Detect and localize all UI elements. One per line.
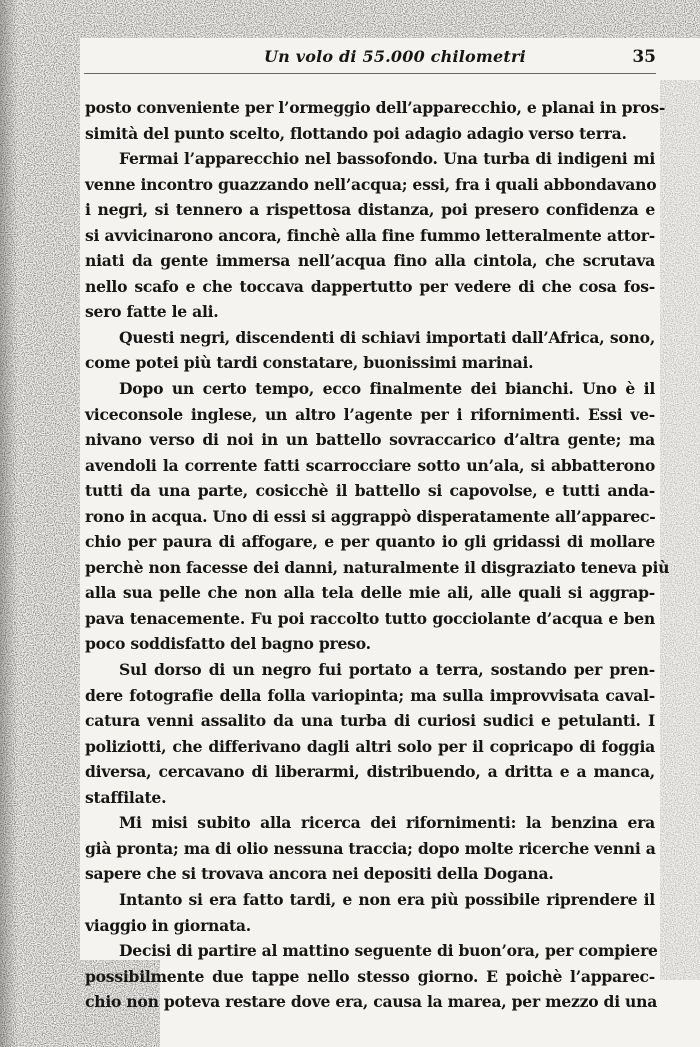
text-line: poco soddisfatto del bagno preso. [85, 634, 371, 654]
text-line: tutti da una parte, cosicchè il battello si capovolse, e tutti anda- [85, 481, 655, 501]
text-line: sero fatte le ali. [85, 302, 219, 322]
text-line: viceconsole inglese, un altro l’agente per i rifornimenti. Essi ve- [85, 404, 655, 424]
running-header [84, 47, 656, 71]
text-line: Sul dorso di un negro fui portato a terra, sostando per pren- [119, 660, 655, 680]
text-line: Questi negri, discendenti di schiavi importati dall’Africa, sono, [119, 327, 655, 347]
text-line: posto conveniente per l’ormeggio dell’apparecchio, e planai in pros- [85, 98, 666, 117]
text-line: Mi misi subito alla ricerca dei rifornimenti: la benzina era [119, 813, 655, 833]
text-line: si avvicinarono ancora, finchè alla fine fummo letteralmente attor- [85, 225, 655, 245]
running-title: Un volo di 55.000 chilometri [264, 47, 526, 66]
text-line: sapere che si trovava ancora nei depositi della Dogana. [85, 864, 554, 884]
text-line: poliziotti, che differivano dagli altri solo per il copricapo di foggia [85, 736, 655, 756]
text-line: possibilmente due tappe nello stesso giorno. E poichè l’apparec- [85, 966, 655, 986]
text-line: i negri, si tennero a rispettosa distanza, poi presero confidenza e [85, 200, 655, 220]
text-line: Fermai l’apparecchio nel bassofondo. Una turba di indigeni mi [119, 149, 655, 169]
header-rule [84, 73, 656, 74]
text-line: rono in acqua. Uno di essi si aggrappò disperatamente all’apparec- [85, 506, 656, 526]
text-line: Intanto si era fatto tardi, e non era più possibile riprendere il [119, 889, 655, 909]
text-line: già pronta; ma di olio nessuna traccia; dopo molte ricerche venni a [85, 838, 656, 858]
body-text [85, 95, 670, 1015]
text-line: simità del punto scelto, flottando poi adagio adagio verso terra. [85, 123, 627, 143]
text-line: Dopo un certo tempo, ecco finalmente dei bianchi. Uno è il [119, 379, 655, 399]
text-line: alla sua pelle che non alla tela delle mie ali, alle quali si aggrap- [85, 583, 655, 603]
text-line: come potei più tardi constatare, buonissimi marinai. [85, 353, 534, 373]
text-line: chio per paura di affogare, e per quanto io gli gridassi di mollare [85, 532, 655, 552]
text-line: perchè non facesse dei danni, naturalmente il disgraziato teneva più [85, 557, 670, 577]
text-line: pava tenacemente. Fu poi raccolto tutto gocciolante d’acqua e ben [85, 608, 655, 628]
text-line: diversa, cercavano di liberarmi, distribuendo, a dritta e a manca, [85, 762, 655, 782]
text-line: staffilate. [85, 787, 167, 807]
text-line: nivano verso di noi in un battello sovraccarico d’altra gente; ma [85, 430, 655, 450]
text-line: chio non poteva restare dove era, causa la marea, per mezzo di una [85, 992, 658, 1012]
text-line: Decisi di partire al mattino seguente di buon’ora, per compiere [119, 941, 658, 961]
text-line: catura venni assalito da una turba di curiosi sudici e petulanti. I [85, 711, 655, 731]
text-line: venne incontro guazzando nell’acqua; essi, fra i quali abbondavano [85, 174, 657, 194]
page-number: 35 [632, 47, 656, 67]
text-line: nello scafo e che toccava dappertutto per vedere di che cosa fos- [85, 276, 655, 296]
text-line: avendoli la corrente fatti scarrocciare sotto un’ala, si abbatterono [85, 455, 655, 475]
text-line: viaggio in giornata. [85, 915, 251, 935]
text-line: niati da gente immersa nell’acqua fino alla cintola, che scrutava [85, 251, 655, 271]
text-line: dere fotografie della folla variopinta; ma sulla improvvisata caval- [85, 685, 655, 705]
